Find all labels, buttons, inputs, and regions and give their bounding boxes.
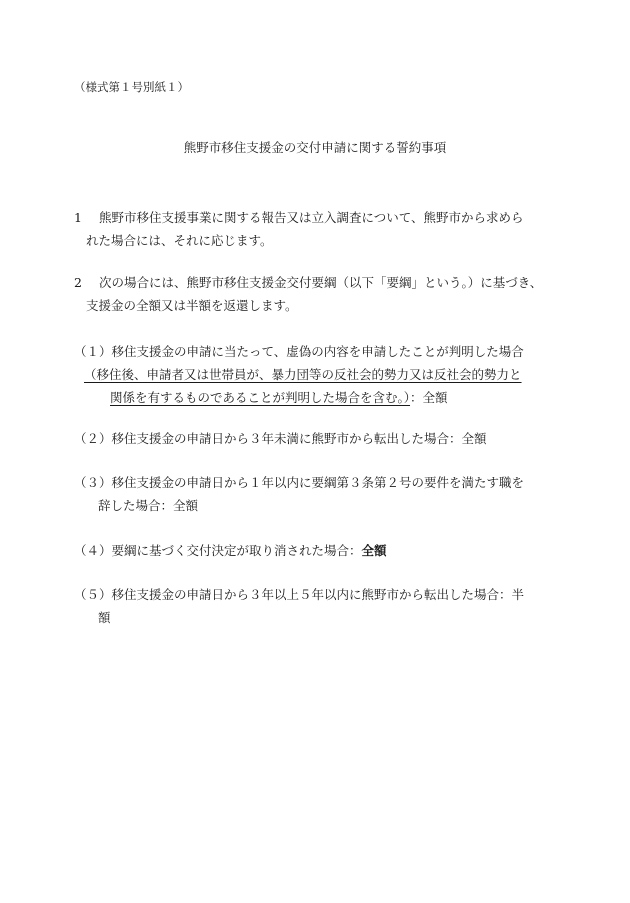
pledge-item-2-line-2 <box>74 294 542 317</box>
sub-item-1-line-1 <box>74 340 524 363</box>
sub-item-text: 移住支援金の申請日から３年以上５年以内に熊野市から転出した場合：半 <box>111 587 525 602</box>
sub-item-underlined-text: 関係を有するものであることが判明した場合を含む。） <box>110 390 411 405</box>
item-text: 熊野市移住支援事業に関する報告又は立入調査について、熊野市から求めら <box>99 210 524 225</box>
sub-item-1-line-3 <box>74 386 524 409</box>
pledge-item-2-line-1 <box>74 271 542 294</box>
sub-item-text: 移住支援金の申請に当たって、虚偽の内容を申請したことが判明した場合 <box>111 344 524 359</box>
pledge-item-1-line-1 <box>74 206 524 229</box>
sub-item-underlined-text: （移住後、申請者又は世帯員が、暴力団等の反社会的勢力又は反社会的勢力と <box>84 367 522 382</box>
item-number: 1 <box>74 210 82 225</box>
sub-item-text: 要綱に基づく交付決定が取り消された場合： <box>111 543 362 558</box>
sub-item-2 <box>74 427 487 450</box>
sub-item-text: 移住支援金の申請日から１年以内に要綱第３条第２号の要件を満たす職を <box>111 475 525 490</box>
sub-item-number: （５） <box>74 587 112 602</box>
pledge-item-1-line-2 <box>74 229 524 252</box>
sub-item-number: （２） <box>74 431 112 446</box>
sub-item-5-line-2 <box>74 606 524 629</box>
sub-item-text: 額 <box>98 610 111 625</box>
pledge-item-1 <box>74 206 524 252</box>
sub-item-text: 辞した場合：全額 <box>98 498 199 513</box>
sub-item-text: 移住支援金の申請日から３年未満に熊野市から転出した場合：全額 <box>111 431 487 446</box>
form-id: （様式第１号別紙１） <box>74 80 189 94</box>
sub-item-result-bold: 全額 <box>361 543 387 558</box>
pledge-item-2 <box>74 271 542 317</box>
sub-item-number: （３） <box>74 475 112 490</box>
sub-item-2-line-1 <box>74 427 487 450</box>
sub-item-1 <box>74 340 524 409</box>
sub-item-3-line-2 <box>74 494 524 517</box>
sub-item-3-line-1 <box>74 471 524 494</box>
sub-item-4-line-1 <box>74 539 387 562</box>
sub-item-5 <box>74 583 524 629</box>
sub-item-3 <box>74 471 524 517</box>
sub-item-number: （１） <box>74 344 112 359</box>
sub-item-1-line-2 <box>74 363 524 386</box>
item-number: 2 <box>74 275 82 290</box>
sub-item-4 <box>74 539 387 562</box>
sub-item-number: （４） <box>74 543 112 558</box>
item-text: 支援金の全額又は半額を返還します。 <box>86 298 298 313</box>
sub-item-result: ：全額 <box>410 390 448 405</box>
item-text: れた場合には、それに応じます。 <box>86 233 273 248</box>
document-title: 熊野市移住支援金の交付申請に関する誓約事項 <box>183 140 447 155</box>
sub-item-5-line-1 <box>74 583 524 606</box>
item-text: 次の場合には、熊野市移住支援金交付要綱（以下「要綱」という。）に基づき、 <box>99 275 543 290</box>
